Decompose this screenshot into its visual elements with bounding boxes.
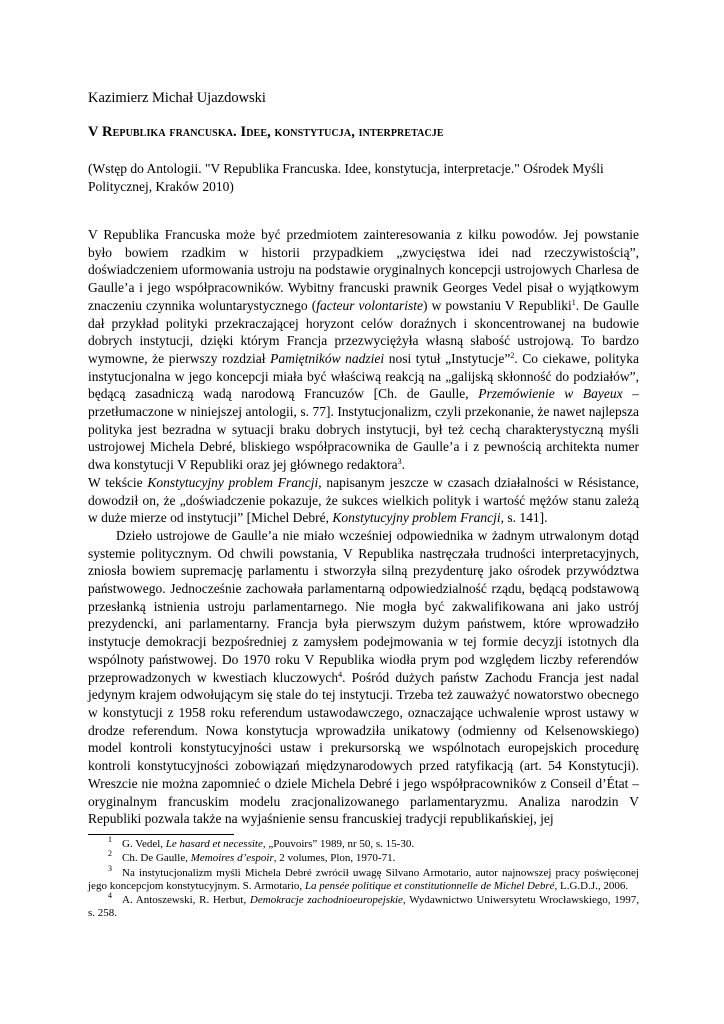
text-run: A. Antoszewski, R. Herbut, — [122, 894, 250, 907]
text-run: W tekście — [88, 474, 148, 490]
italic-run: Le hasard et necessite — [165, 838, 263, 850]
paragraph-3 — [88, 527, 639, 828]
footnote-2: $^2$ Ch. De Gaulle, Memoires d’espoir, 2 volumes, Plon, 1970-71. — [108, 849, 396, 865]
main-text — [88, 226, 639, 828]
footnote-ref-4[interactable]: 4 — [338, 669, 343, 679]
italic-run: Konstytucyjny problem Francji — [332, 510, 501, 526]
italic-run: Demokracje zachodnioeuropejskie — [249, 894, 403, 907]
footnote-3: $^3$ Na instytucjonalizm myśli Michela Debré zwrócił uwagę Silvano Armotario, autor najnowszej pracy poświęconej jego koncepcjom konstytucyjnym. S. Armotario, La pensée politique et constitutionnelle de Michel Debré, L.G.D.J., 2006. — [88, 863, 639, 892]
text-run: V Republika Francuska może być przedmiotem zainteresowania z kilku powodów. Jej powstanie było bowiem rzadkim w historii przypadkiem „zwycięstwa idei nad rzeczywistością”, doświadczeniem uformowania ustroju na podstawie oryginalnych koncepcji ustrojowych Charlesa de Gaulle’a i jego współpracowników. Wybitny francuski prawnik Georges Vedel pisał o wyjątkowym znaczeniu czynnika woluntarystycznego ( — [88, 227, 639, 313]
italic-run: facteur volontariste — [316, 297, 424, 313]
text-run: , Wydawnictwo Uniwersytetu Wrocławskiego, 1997, s. 258. — [88, 894, 639, 920]
text-run: . — [401, 457, 405, 473]
author-name: Kazimierz Michał Ujazdowski — [88, 90, 266, 106]
text-run: nosi tytuł „Instytucje” — [384, 350, 511, 366]
text-run: – przetłumaczone w niniejszej antologii, s. 77]. Instytucjonalizm, czyli przekonanie, że nawet najlepsza polityka jest bezradna w sytuacji braku dobrych instytucji, był też cechą charakterystyczną myśli ustrojowej Michela Debré, bliskiego współpracownika de Gaulle’a i z pewnością architekta numer dwa konstytucji V Republiki oraz jej głównego redaktora — [88, 386, 640, 473]
text-run: . De Gaulle dał przykład polityki przekraczającej horyzont celów doraźnych i skoncentrowanej na budowie dobrych instytucji, dzięki którym Francja przezwyciężyła własną słabość ustrojową. To bardzo wymowne, że pierwszy rozdział — [88, 297, 640, 366]
document-subtitle: (Wstęp do Antologii. "V Republika Francuska. Idee, konstytucja, interpretacje." Ośrodek Myśli Politycznej, Kraków 2010) — [88, 161, 604, 194]
text-run: , s. 141]. — [500, 510, 548, 526]
text-run: . Co ciekawe, polityka instytucjonalna w jego koncepcji miała być właściwą reakcją na „galijską skłonność do podziałów”, będącą zasadniczą wadą narodową Francuzów [Ch. de Gaulle, — [88, 350, 640, 402]
text-run: Na instytucjonalizm myśli Michela Debré zwrócił uwagę Silvano Armotario, autor najnowszej pracy poświęconej jego koncepcjom konstytucyjnym. S. Armotario, — [88, 866, 639, 892]
text-run: . Pośród dużych państw Zachodu Francja jest nadal jedynym krajem odwołującym się stale do tej instytucji. Trzeba też zauważyć nowatorstwo obecnego w konstytucji z 1958 roku referendum ustawodawczego, oznaczające uchwalenie wprost ustawy w drodze referendum. Nowa konstytucja wprowadziła unikatowy (odmienny od Kelsenowskiego) model kontroli konstytucyjności ustaw i prekursorską we wspólnotach europejskich procedurę kontroli konstytucyjności zobowiązań międzynarodowych przed ratyfikacją (art. 54 Konstytucji). Wreszcie nie można zapomnieć o dziele Michela Debré i jego współpracowników z Conseil d’État – oryginalnym francuskim modelu zracjonalizowanego parlamentaryzmu. Analiza narodzin V Republiki pozwala także na wyjaśnienie sensu francuskiej tradycji republikańskiej, jej — [88, 669, 640, 827]
text-run: , L.G.D.J., 2006. — [554, 879, 629, 892]
paragraph-2 — [88, 474, 639, 527]
footnote-4: $^4$ A. Antoszewski, R. Herbut, Demokracje zachodnioeuropejskie, Wydawnictwo Uniwersytetu Wrocławskiego, 1997, s. 258. — [88, 891, 639, 920]
document-title: V Republika francuska. Idee, konstytucja, interpretacje — [88, 124, 444, 140]
text-run: Ch. De Gaulle, — [122, 852, 191, 865]
footnote-ref-1[interactable]: 1 — [571, 297, 576, 307]
text-run: Dzieło ustrojowe de Gaulle’a nie miało wcześniej odpowiednika w żadnym utrwalonym dotąd systemie politycznym. Od chwili powstania, V Republika nastręczała trudności interpretacyjnych, zniosła bowiem supremację parlamentu i stworzyła silną prezydenturę jako ośrodek przywództwa państwowego. Jednocześnie zachowała parlamentarną odpowiedzialność rządu, będącą podstawową przesłanką istnienia ustroju parlamentarnego. Nie mogła być zakwalifikowana ani jako ustrój prezydencki, ani parlamentarny. Francja była pierwszym dużym państwem, które wprowadziło instytucje demokracji bezpośredniej z zamysłem podejmowania w tej formie decyzji istotnych dla wspólnoty państwowej. Do 1970 roku V Republika wiodła prym pod względem liczby referendów przeprowadzonych w kwestiach kluczowych — [88, 527, 639, 685]
footnote-ref-2[interactable]: 2 — [510, 350, 515, 360]
italic-run: Przemówienie w Bayeux — [478, 386, 623, 402]
text-run: G. Vedel, — [122, 838, 166, 850]
footnotes — [88, 835, 639, 922]
italic-run: La pensée politique et constitutionnelle de Michel Debré — [304, 879, 555, 892]
text-run: , 2 volumes, Plon, 1970-71. — [273, 852, 396, 865]
text-run: , „Pouvoirs” 1989, nr 50, s. 15-30. — [262, 838, 415, 850]
italic-run: Konstytucyjny problem Francji — [147, 474, 319, 490]
text-run: ) w powstaniu V Republiki — [423, 297, 572, 313]
footnote-ref-3[interactable]: 3 — [397, 457, 402, 467]
text-run: , napisanym jeszcze w czasach działalności w Résistance, dowodził on, że „doświadczenie pokazuje, że sukces wielkich polityk i wartość mężów stanu zależą w duże mierze od instytucji” [Michel Debré, — [88, 474, 640, 526]
italic-run: Pamiętników nadziei — [270, 350, 385, 366]
paragraph-1 — [88, 226, 639, 474]
italic-run: Memoires d’espoir — [190, 852, 274, 865]
footnote-1: $^1$ G. Vedel, Le hasard et necessite, „Pouvoirs” 1989, nr 50, s. 15-30. — [108, 835, 415, 850]
